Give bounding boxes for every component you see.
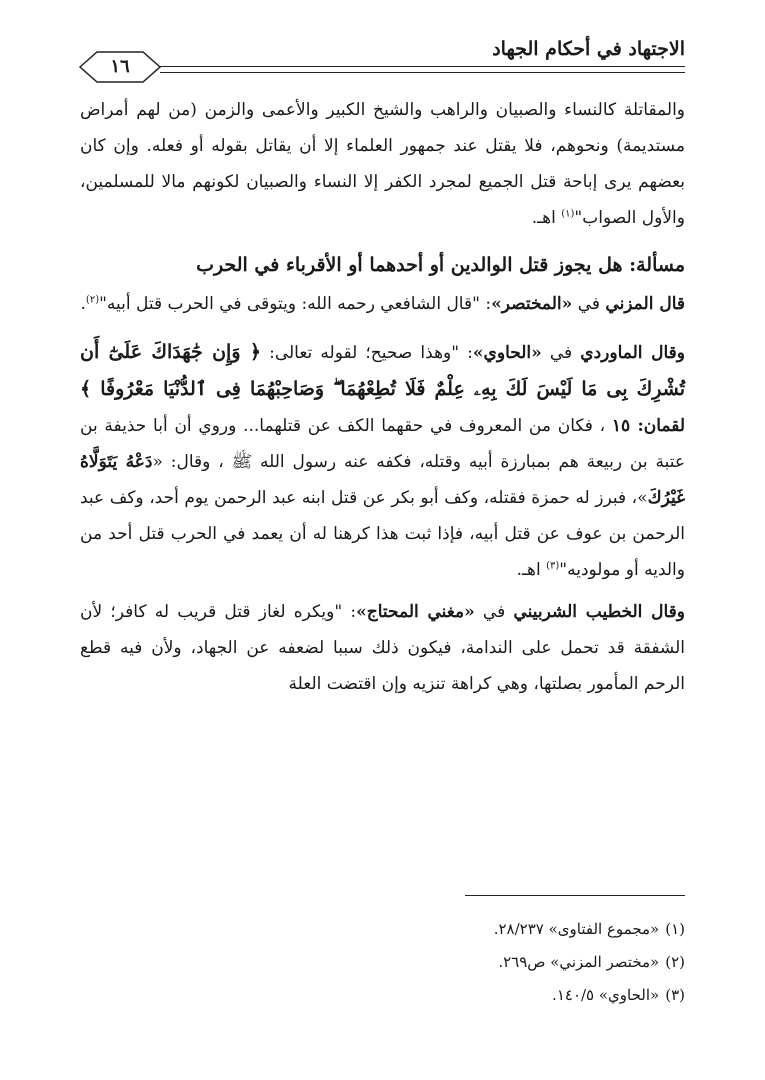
footnote-ref-3: (٣) [546,560,560,572]
paragraph-3-rest: ، فكان من المعروف في حقهما الكف عن قتلهما... وروي أن أبا حذيفة بن عتبة بن ربيعة هم بمبارزة أبيه وقتله، فكفه عنه رسول الله ﷺ ، وقال: « [80,416,685,472]
header-rule-secondary [160,72,685,73]
footnote-text: «الحاوي» ١٤٠/٥. [552,986,660,1004]
author-shirbini: وقال الخطيب الشربيني [513,602,685,622]
paragraph-2-text: : "قال الشافعي رحمه الله: ويتوقى في الحرب قتل أبيه" [99,294,492,314]
paragraph-3-end: اهـ. [516,560,547,580]
footnote-ref-1: (١) [561,208,575,220]
footnote-item [300,913,685,946]
footnote-number: (١) [665,920,685,938]
page-number: ١٦ [110,56,130,77]
paragraph-2-end: . [80,294,86,314]
quran-verse: ﴿ وَإِن جَٰهَدَاكَ عَلَىٰٓ أَن تُشْرِكَ بِى مَا لَيْسَ لَكَ بِهِۦ عِلْمٌ فَلَا تُطِعْهُمَا ۖ وَصَاحِبْهُمَا فِى ٱلدُّنْيَا مَعْرُوفًا ﴾ [80,341,685,400]
book-mukhtasar: «المختصر» [491,294,573,314]
paragraph-1 [80,92,685,236]
footnote-text: «مختصر المزني» ص٢٦٩. [498,953,660,971]
footnotes [300,913,685,1012]
footnote-text: «مجموع الفتاوى» ٢٨/٢٣٧. [493,920,660,938]
paragraph-3-text: : "وهذا صحيح؛ لقوله تعالى: [260,343,473,363]
surah-reference: لقمان: ١٥ [611,416,686,436]
paragraph-4 [80,594,685,702]
paragraph-1-text: والمقاتلة كالنساء والصبيان والراهب والشيخ الكبير والأعمى والزمن (من لهم أمراض مستديمة) ونحوهم، فلا يقتل عند جمهور العلماء إلا أن يقاتل بقوله أو فعله. وإن كان بعضهم يرى إباحة قتل الجميع لمجرد الكفر إلا النساء والصبيان لكونهم مالا للمسلمين، والأول الصواب" [80,100,685,228]
paragraph-3-in: في [541,343,581,363]
running-header-title: الاجتهاد في أحكام الجهاد [492,38,685,60]
paragraph-4-text: : "ويكره لغاز قتل قريب له كافر؛ لأن الشفقة قد تحمل على الندامة، فيكون ذلك سببا لضعفه عن الجهاد، ولأن فيه قطع الرحم المأمور بصلتها، وهي كراهة تنزيه وإن اقتضت العلة [80,602,685,694]
paragraph-2 [80,286,685,322]
section-heading: مسألة: هل يجوز قتل الوالدين أو أحدهما أو الأقرباء في الحرب [196,254,685,276]
book-mughni: «مغني المحتاج» [356,602,475,622]
paragraph-1-end: اهـ. [531,208,562,228]
author-muzani: قال المزني [605,294,685,314]
page-body [80,92,685,702]
author-mawardi: وقال الماوردي [580,343,686,363]
hadith-quote: دَعْهُ يَتَوَلَّاهُ غَيْرُكَ [80,452,685,508]
page-number-badge [77,48,163,86]
footnote-ref-2: (٢) [85,294,100,306]
footnote-separator [465,895,685,896]
footnote-item [300,946,685,979]
paragraph-3 [80,334,685,588]
paragraph-2-in: في [572,294,606,314]
footnote-number: (٢) [665,953,685,971]
paragraph-3-rest-2: »، فبرز له حمزة فقتله، وكف أبو بكر عن قتل ابنه عبد الرحمن يوم أحد، وكف عبد الرحمن بن عوف عن قتل أبيه، فإذا ثبت هذا كرهنا له أن يعمد في الحرب قتل أحد من والديه أو مولوديه" [80,488,685,580]
paragraph-4-in: في [474,602,514,622]
footnote-number: (٣) [665,986,685,1004]
footnote-item [300,979,685,1012]
book-hawi: «الحاوي» [472,343,542,363]
header-rule [160,66,685,67]
